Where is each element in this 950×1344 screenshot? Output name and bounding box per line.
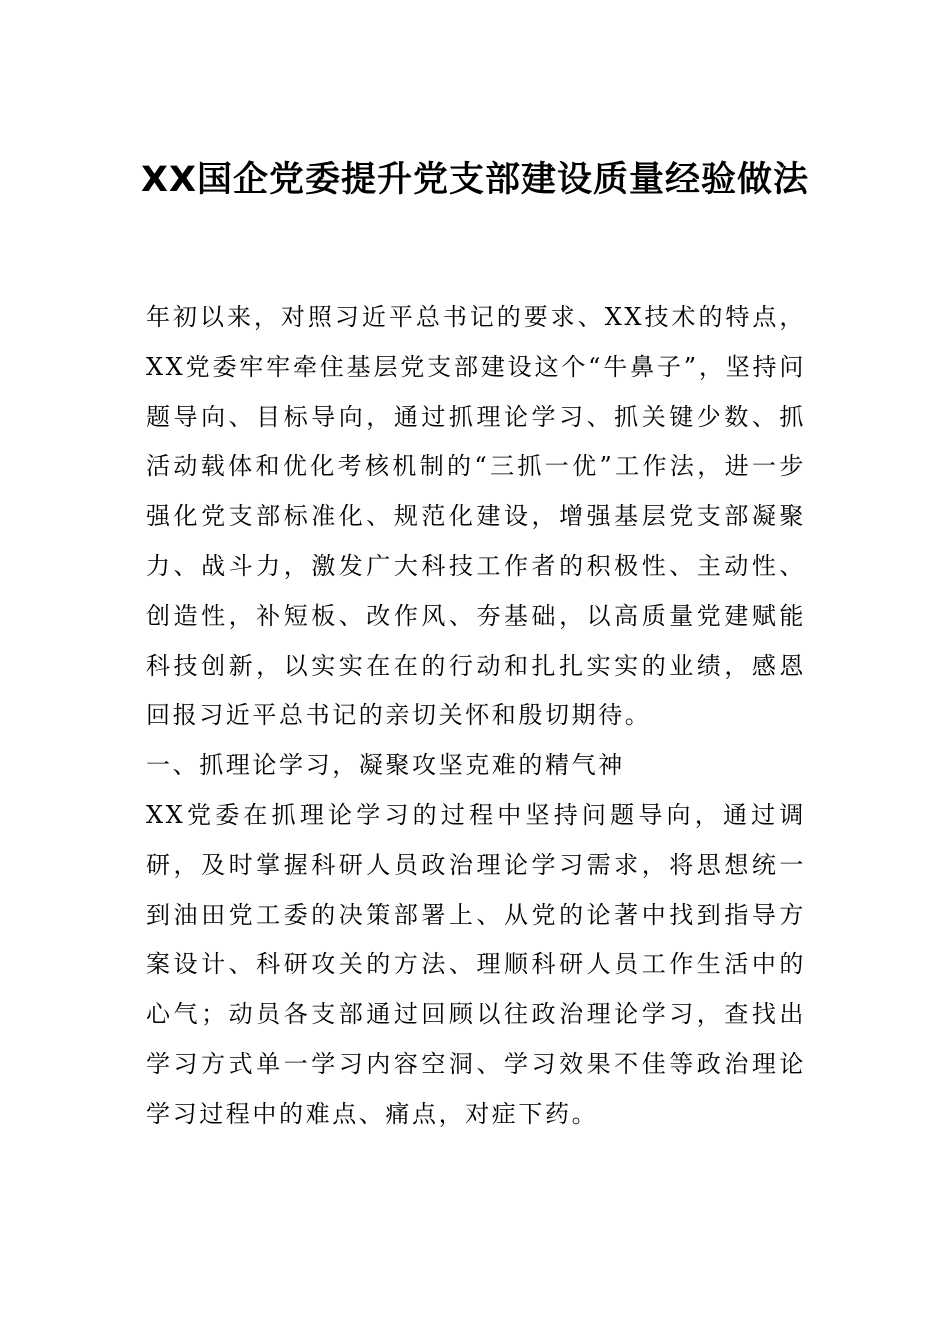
intro-paragraph: 年初以来，对照习近平总书记的要求、XX技术的特点，XX党委牢牢牵住基层党支部建设这个“牛鼻子”，坚持问题导向、目标导向，通过抓理论学习、抓关键少数、抓活动载体和优化考核机制的“三抓一优”工作法，进一步强化党支部标准化、规范化建设，增强基层党支部凝聚力、战斗力，激发广大科技工作者的积极性、主动性、创造性，补短板、改作风、夯基础，以高质量党建赋能科技创新，以实实在在的行动和扎扎实实的业绩，感恩回报习近平总书记的亲切关怀和殷切期待。 — [146, 303, 806, 730]
section-heading: 一、抓理论学习，凝聚攻坚克难的精气神 — [146, 751, 625, 780]
document-title: XX国企党委提升党支部建设质量经验做法 — [141, 160, 809, 200]
document-body — [146, 293, 806, 1140]
section-paragraph: XX党委在抓理论学习的过程中坚持问题导向，通过调研，及时掌握科研人员政治理论学习需求，将思想统一到油田党工委的决策部署上、从党的论著中找到指导方案设计、科研攻关的方法、理顺科研人员工作生活中的心气；动员各支部通过回顾以往政治理论学习，查找出学习方式单一学习内容空洞、学习效果不佳等政治理论学习过程中的难点、痛点，对症下药。 — [146, 800, 806, 1128]
